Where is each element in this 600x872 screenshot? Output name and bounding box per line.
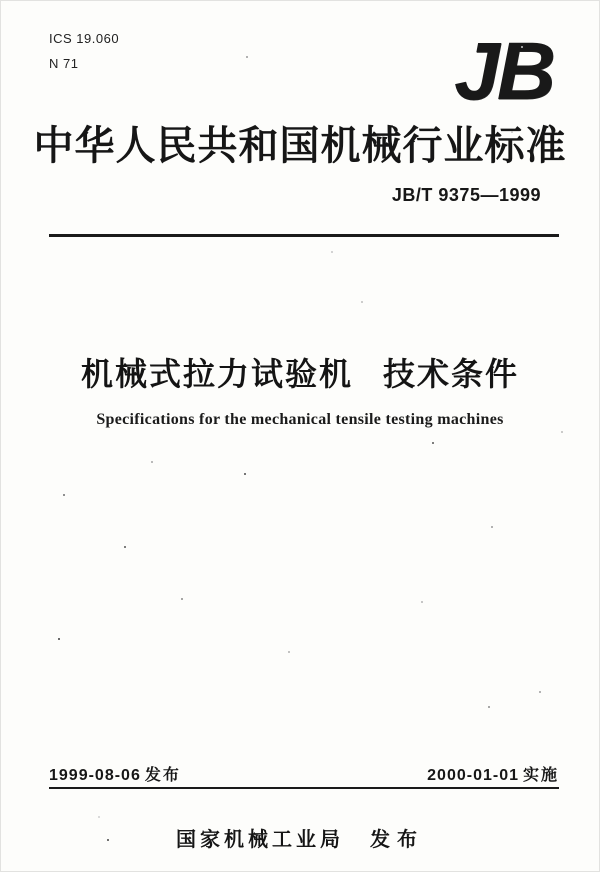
jb-logo: JB [454,26,553,117]
implementation-date [427,762,559,785]
header-divider-rule [49,234,559,237]
document-title-zh-part2: 技术条件 [383,356,520,392]
document-title-english: Specifications for the mechanical tensile testing machines [96,411,504,428]
issue-date-label: 发布 [144,767,181,784]
document-title [1,349,599,395]
issue-date-value: 1999-08-06 [49,767,141,784]
implementation-date-label: 实施 [522,767,559,784]
footer-divider-rule [49,787,559,789]
dates-row [49,762,559,784]
ics-code: ICS 19.060 [49,31,120,46]
classification-code: N 71 [49,56,79,71]
document-title-zh-part1: 机械式拉力试验机 [80,356,353,392]
standard-org-heading: 中华人民共和国机械行业标准 [33,124,567,168]
implementation-date-value: 2000-01-01 [427,767,519,784]
publisher-name: 国家机械工业局 [176,829,344,851]
publisher-action-label: 发布 [370,829,424,851]
publisher-row [1,823,599,852]
scan-noise-speckles [1,1,3,3]
issue-date [49,762,181,785]
standard-number: JB/T 9375—1999 [391,185,541,205]
